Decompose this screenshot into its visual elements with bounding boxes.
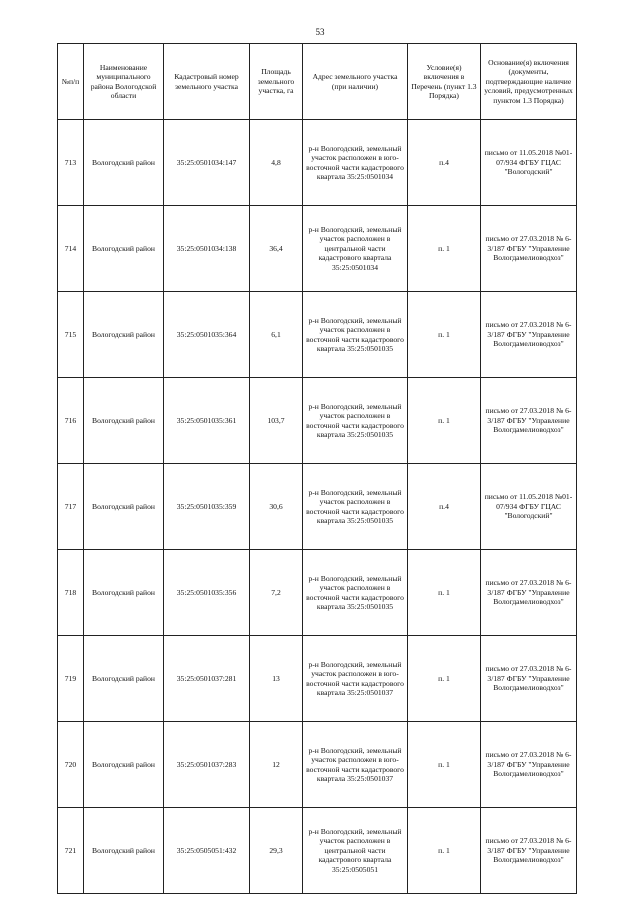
cell-basis: письмо от 27.03.2018 № 6-3/187 ФГБУ "Управление Вологдамелиоводхоз" — [481, 636, 577, 722]
cell-cadastral: 35:25:0501035:356 — [164, 550, 250, 636]
page-number: 53 — [315, 27, 325, 37]
cell-area: 6,1 — [250, 292, 303, 378]
cell-basis: письмо от 27.03.2018 № 6-3/187 ФГБУ "Управление Вологдамелиоводхоз" — [481, 292, 577, 378]
cell-district: Вологодский район — [84, 636, 164, 722]
cell-district: Вологодский район — [84, 378, 164, 464]
cell-address: р-н Вологодский, земельный участок расположен в юго-восточной части кадастрового квартала 35:25:0501034 — [303, 120, 408, 206]
cell-basis: письмо от 27.03.2018 № 6-3/187 ФГБУ "Управление Вологдамелиоводхоз" — [481, 206, 577, 292]
header-basis: Основание(я) включения (документы, подтверждающие наличие условий, предусмотренных пунктом 1.3 Порядка) — [481, 44, 577, 120]
cell-num: 719 — [58, 636, 84, 722]
cell-condition: п. 1 — [408, 550, 481, 636]
cell-address: р-н Вологодский, земельный участок расположен в восточной части кадастрового квартала 35:25:0501035 — [303, 550, 408, 636]
header-cadastral: Кадастровый номер земельного участка — [164, 44, 250, 120]
cell-condition: п. 1 — [408, 636, 481, 722]
cell-num: 717 — [58, 464, 84, 550]
table-header — [58, 44, 577, 120]
cell-condition: п.4 — [408, 120, 481, 206]
header-address: Адрес земельного участка (при наличии) — [303, 44, 408, 120]
cell-area: 103,7 — [250, 378, 303, 464]
table-row — [58, 292, 577, 378]
table-body — [58, 120, 577, 894]
cell-area: 12 — [250, 722, 303, 808]
cell-area: 7,2 — [250, 550, 303, 636]
cell-basis: письмо от 27.03.2018 № 6-3/187 ФГБУ "Управление Вологдамелиоводхоз" — [481, 808, 577, 894]
cell-cadastral: 35:25:0501037:281 — [164, 636, 250, 722]
cell-district: Вологодский район — [84, 550, 164, 636]
table-row — [58, 464, 577, 550]
table-row — [58, 378, 577, 464]
cell-cadastral: 35:25:0501034:138 — [164, 206, 250, 292]
header-area: Площадь земельного участка, га — [250, 44, 303, 120]
header-condition: Условие(я) включения в Перечень (пункт 1.3 Порядка) — [408, 44, 481, 120]
table-row — [58, 808, 577, 894]
cell-cadastral: 35:25:0501034:147 — [164, 120, 250, 206]
cell-address: р-н Вологодский, земельный участок расположен в юго-восточной части кадастрового квартала 35:25:0501037 — [303, 722, 408, 808]
header-num: №п/п — [58, 44, 84, 120]
cell-address: р-н Вологодский, земельный участок расположен в восточной части кадастрового квартала 35:25:0501035 — [303, 378, 408, 464]
cell-address: р-н Вологодский, земельный участок расположен в центральной части кадастрового квартала 35:25:0505051 — [303, 808, 408, 894]
cell-cadastral: 35:25:0501035:359 — [164, 464, 250, 550]
cell-district: Вологодский район — [84, 722, 164, 808]
cell-district: Вологодский район — [84, 808, 164, 894]
cell-basis: письмо от 11.05.2018 №01-07/934 ФГБУ ГЦАС "Вологодский" — [481, 464, 577, 550]
cell-address: р-н Вологодский, земельный участок расположен в центральной части кадастрового квартала 35:25:0501034 — [303, 206, 408, 292]
cell-num: 715 — [58, 292, 84, 378]
cell-num: 721 — [58, 808, 84, 894]
table-row — [58, 722, 577, 808]
cell-num: 714 — [58, 206, 84, 292]
table-row — [58, 550, 577, 636]
cell-condition: п. 1 — [408, 722, 481, 808]
cell-area: 36,4 — [250, 206, 303, 292]
cell-cadastral: 35:25:0505051:432 — [164, 808, 250, 894]
cell-district: Вологодский район — [84, 120, 164, 206]
header-district: Наименование муниципального района Вологодской области — [84, 44, 164, 120]
cell-condition: п. 1 — [408, 378, 481, 464]
cell-num: 713 — [58, 120, 84, 206]
cell-num: 720 — [58, 722, 84, 808]
cell-area: 29,3 — [250, 808, 303, 894]
cell-num: 716 — [58, 378, 84, 464]
cell-cadastral: 35:25:0501037:283 — [164, 722, 250, 808]
table-row — [58, 206, 577, 292]
cell-area: 4,8 — [250, 120, 303, 206]
cell-address: р-н Вологодский, земельный участок расположен в юго-восточной части кадастрового квартала 35:25:0501037 — [303, 636, 408, 722]
cell-basis: письмо от 27.03.2018 № 6-3/187 ФГБУ "Управление Вологдамелиоводхоз" — [481, 378, 577, 464]
cell-basis: письмо от 11.05.2018 №01-07/934 ФГБУ ГЦАС "Вологодский" — [481, 120, 577, 206]
cell-cadastral: 35:25:0501035:361 — [164, 378, 250, 464]
cell-area: 13 — [250, 636, 303, 722]
cell-area: 30,6 — [250, 464, 303, 550]
cell-district: Вологодский район — [84, 206, 164, 292]
cell-district: Вологодский район — [84, 292, 164, 378]
table-row — [58, 636, 577, 722]
cell-district: Вологодский район — [84, 464, 164, 550]
land-plots-table — [57, 43, 577, 894]
cell-basis: письмо от 27.03.2018 № 6-3/187 ФГБУ "Управление Вологдамелиоводхоз" — [481, 722, 577, 808]
cell-num: 718 — [58, 550, 84, 636]
cell-cadastral: 35:25:0501035:364 — [164, 292, 250, 378]
table-row — [58, 120, 577, 206]
cell-address: р-н Вологодский, земельный участок расположен в восточной части кадастрового квартала 35:25:0501035 — [303, 464, 408, 550]
cell-condition: п. 1 — [408, 808, 481, 894]
cell-condition: п. 1 — [408, 206, 481, 292]
header-row — [58, 44, 577, 120]
cell-basis: письмо от 27.03.2018 № 6-3/187 ФГБУ "Управление Вологдамелиоводхоз" — [481, 550, 577, 636]
cell-condition: п.4 — [408, 464, 481, 550]
cell-address: р-н Вологодский, земельный участок расположен в восточной части кадастрового квартала 35:25:0501035 — [303, 292, 408, 378]
cell-condition: п. 1 — [408, 292, 481, 378]
